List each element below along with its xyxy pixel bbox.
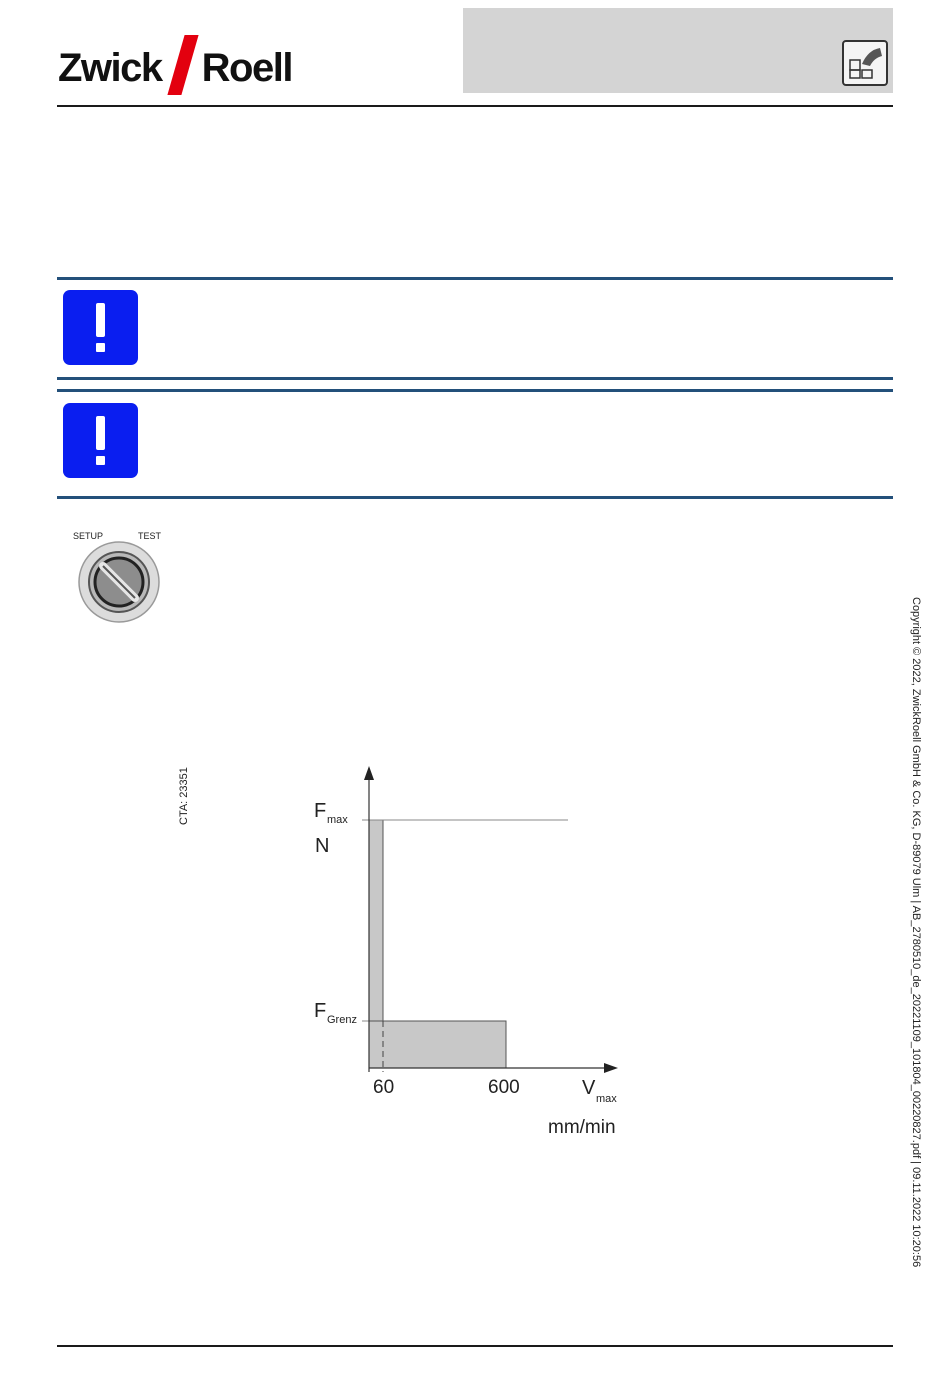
header-panel xyxy=(463,8,893,93)
zwickroell-logo xyxy=(58,46,292,90)
fmax-label: F xyxy=(314,800,327,822)
logo-slash xyxy=(167,35,198,95)
x-tick-600: 600 xyxy=(488,1077,520,1098)
x-axis-arrow xyxy=(604,1063,618,1073)
key-switch-icon xyxy=(76,540,162,624)
x-unit-label: mm/min xyxy=(548,1117,616,1138)
header-rule xyxy=(57,105,893,107)
warning-1-bottom-rule xyxy=(57,377,893,380)
low-force-region xyxy=(369,1021,506,1068)
operation-mode-icon xyxy=(842,40,888,86)
warning-1-top-rule xyxy=(57,277,893,280)
warning-2-top-rule xyxy=(57,389,893,392)
warning-icon xyxy=(63,403,138,478)
force-speed-diagram xyxy=(300,760,640,1140)
footer-rule xyxy=(57,1345,893,1347)
key-switch-test-label: TEST xyxy=(138,531,162,541)
fgrenz-label-sub: Grenz xyxy=(327,1014,357,1026)
logo-text-right: Roell xyxy=(201,45,292,90)
fmax-label-sub: max xyxy=(327,814,348,826)
figure-id-label: CTA: 23351 xyxy=(178,767,190,825)
y-axis-arrow xyxy=(364,766,374,780)
fgrenz-label: F xyxy=(314,1000,327,1022)
key-switch-setup-label: SETUP xyxy=(73,531,104,541)
warning-2-bottom-rule xyxy=(57,496,893,499)
vmax-label: V xyxy=(582,1077,596,1099)
x-tick-60: 60 xyxy=(373,1077,395,1098)
y-unit-label: N xyxy=(315,835,330,857)
vmax-label-sub: max xyxy=(596,1093,617,1105)
warning-icon xyxy=(63,290,138,365)
logo-text-left: Zwick xyxy=(58,45,162,90)
copyright-note: Copyright © 2022, ZwickRoell GmbH & Co. KG, D-89079 Ulm | AB_2780510_de_20221109_101804_00220827.pdf | 09.11.2022 10:20:56 xyxy=(910,597,922,1268)
